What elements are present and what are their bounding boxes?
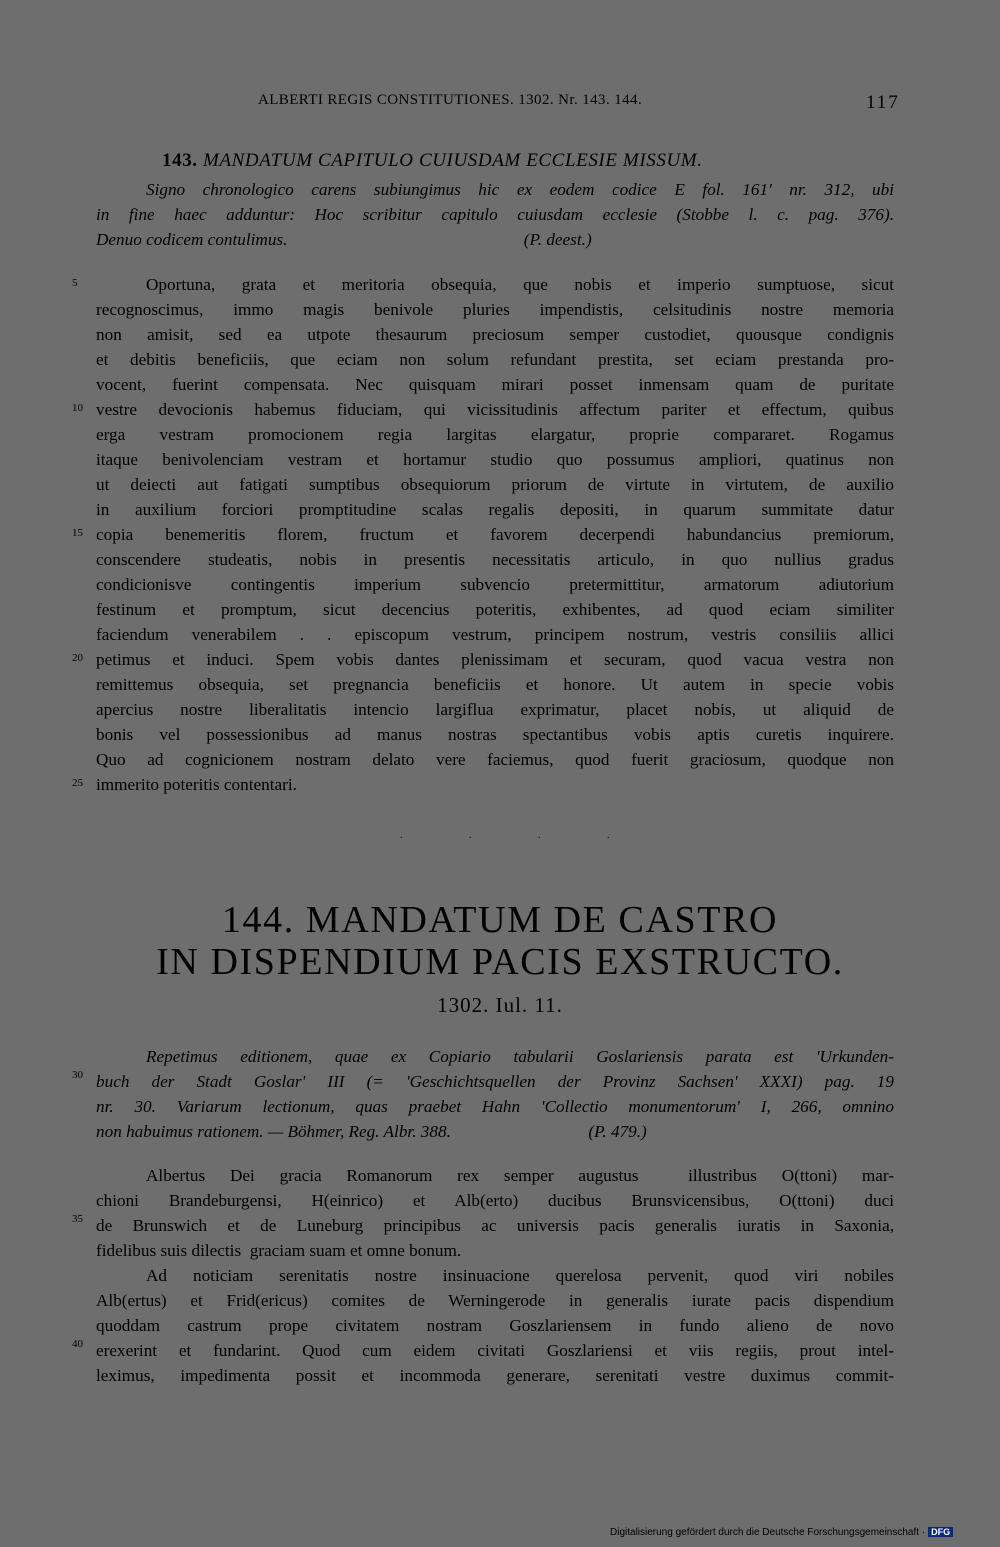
text-line: conscendere studeatis, nobis in presentis necessitatis articulo, in quo nullius gradus (96, 550, 894, 569)
text-line: leximus, impedimenta possit et incommoda generare, serenitati vestre duximus commit- (96, 1366, 894, 1385)
text-line: erga vestram promocionem regia largitas elargatur, proprie compararet. Rogamus (96, 425, 894, 444)
text-line: bonis vel possessionibus ad manus nostras spectantibus vobis aptis curetis inquirere. (96, 725, 894, 744)
text-line: remittemus obsequia, set pregnancia beneficiis et honore. Ut autem in specie vobis (96, 675, 894, 694)
text-line: non amisit, sed ea utpote thesaurum preciosum semper custodiet, quousque condignis (96, 325, 894, 344)
line-number: 30 (72, 1069, 83, 1081)
note-line: Signo chronologico carens subiungimus hic ex eodem codice E fol. 161' nr. 312, ubi (146, 180, 894, 199)
note-line: Repetimus editionem, quae ex Copiario tabularii Goslariensis parata est 'Urkunden- (146, 1047, 894, 1066)
text-line: vestre devocionis habemus fiduciam, qui vicissitudinis affectum pariter et effectum, quibus (96, 400, 894, 419)
line-number: 5 (72, 277, 78, 289)
section-143-note (96, 177, 894, 252)
section-separator: . . . . (400, 830, 642, 841)
text-line: condicionisve contingentis imperium subvencio pretermittitur, armatorum adiutorium (96, 575, 894, 594)
text-line: Ad noticiam serenitatis nostre insinuacione querelosa pervenit, quod viri nobiles (146, 1266, 894, 1285)
text-line: Quo ad cognicionem nostram delato vere faciemus, quod fuerit graciosum, quodque non (96, 750, 894, 769)
note-line: buch der Stadt Goslar' III (= 'Geschichtsquellen der Provinz Sachsen' XXXI) pag. 19 (96, 1072, 894, 1091)
text-line: apercius nostre liberalitatis intencio largiflua exprimatur, placet nobis, ut aliquid de (96, 700, 894, 719)
section-144-date: 1302. Iul. 11. (437, 993, 563, 1017)
section-144-title-line1: 144. MANDATUM DE CASTRO (221, 899, 779, 941)
text-line: in auxilium forciori promptitudine scalas regalis depositi, in quarum summitate datur (96, 500, 894, 519)
line-number: 35 (72, 1213, 83, 1225)
note-line: nr. 30. Variarum lectionum, quas praebet Hahn 'Collectio monumentorum' I, 266, omnino (96, 1097, 894, 1116)
note-line: non habuimus rationem. — Böhmer, Reg. Albr. 388. (P. 479.) (96, 1122, 647, 1141)
text-line: et debitis beneficiis, que eciam non solum refundant prestita, set eciam prestanda pro- (96, 350, 894, 369)
line-number: 15 (72, 527, 83, 539)
text-line: petimus et induci. Spem vobis dantes plenissimam et securam, quod vacua vestra non (96, 650, 894, 669)
note-line: Denuo codicem contulimus. (P. deest.) (96, 230, 592, 249)
line-number: 20 (72, 652, 83, 664)
text-line: Alb(ertus) et Frid(ericus) comites de Werningerode in generalis iurate pacis dispendium (96, 1291, 894, 1310)
note-line: in fine haec adduntur: Hoc scribitur capitulo cuiusdam ecclesie (Stobbe l. c. pag. 376). (96, 205, 894, 224)
section-143-number: 143. (162, 150, 198, 171)
text-line: festinum et promptum, sicut decencius poteritis, exhibentes, ad quod eciam similiter (96, 600, 894, 619)
text-line: ut deiecti aut fatigati sumptibus obsequiorum priorum de virtute in virtutem, de auxilio (96, 475, 894, 494)
text-line: immerito poteritis contentari. (96, 775, 297, 794)
text-line: itaque benivolenciam vestram et hortamur studio quo possumus ampliori, quatinus non (96, 450, 894, 469)
text-line: Oportuna, grata et meritoria obsequia, que nobis et imperio sumptuose, sicut (146, 275, 894, 294)
text-line: quoddam castrum prope civitatem nostram Goszlariensem in fundo alieno de novo (96, 1316, 894, 1335)
text-line: vocent, fuerint compensata. Nec quisquam mirari posset inmensam quam de puritate (96, 375, 894, 394)
footer-text: Digitalisierung gefördert durch die Deutsche Forschungsgemeinschaft · (610, 1527, 926, 1538)
section-143-title: MANDATUM CAPITULO CUIUSDAM ECCLESIE MISSUM. (203, 150, 703, 171)
text-line: de Brunswich et de Luneburg principibus ac universis pacis generalis iuratis in Saxonia, (96, 1216, 894, 1235)
text-line: chioni Brandeburgensi, H(einrico) et Alb(erto) ducibus Brunsvicensibus, O(ttoni) duci (96, 1191, 894, 1210)
text-line: faciendum venerabilem . . episcopum vestrum, principem nostrum, vestris consiliis allici (96, 625, 894, 644)
section-143-heading (162, 150, 703, 172)
section-144-title-line2: IN DISPENDIUM PACIS EXSTRUCTO. (156, 941, 844, 983)
running-head: ALBERTI REGIS CONSTITUTIONES. 1302. Nr. 143. 144. (258, 92, 643, 108)
text-line: Albertus Dei gracia Romanorum rex semper augustus illustribus O(ttoni) mar- (146, 1166, 894, 1185)
section-144-note (96, 1044, 894, 1144)
text-line: fidelibus suis dilectis graciam suam et omne bonum. (96, 1241, 462, 1260)
line-number: 25 (72, 777, 83, 789)
section-144-body (96, 1163, 894, 1388)
line-number: 40 (72, 1338, 83, 1350)
text-line: erexerint et fundarint. Quod cum eidem civitati Goszlariensi et viis regiis, prout intel- (96, 1341, 894, 1360)
line-number: 10 (72, 402, 83, 414)
page-number: 117 (866, 92, 900, 113)
text-line: copia benemeritis florem, fructum et favorem decerpendi habundancius premiorum, (96, 525, 894, 544)
dfg-logo: DFG (928, 1527, 953, 1537)
text-line: recognoscimus, immo magis benivole pluries impendistis, celsitudinis nostre memoria (96, 300, 894, 319)
section-143-body (96, 272, 894, 797)
digitization-footer (610, 1527, 953, 1538)
